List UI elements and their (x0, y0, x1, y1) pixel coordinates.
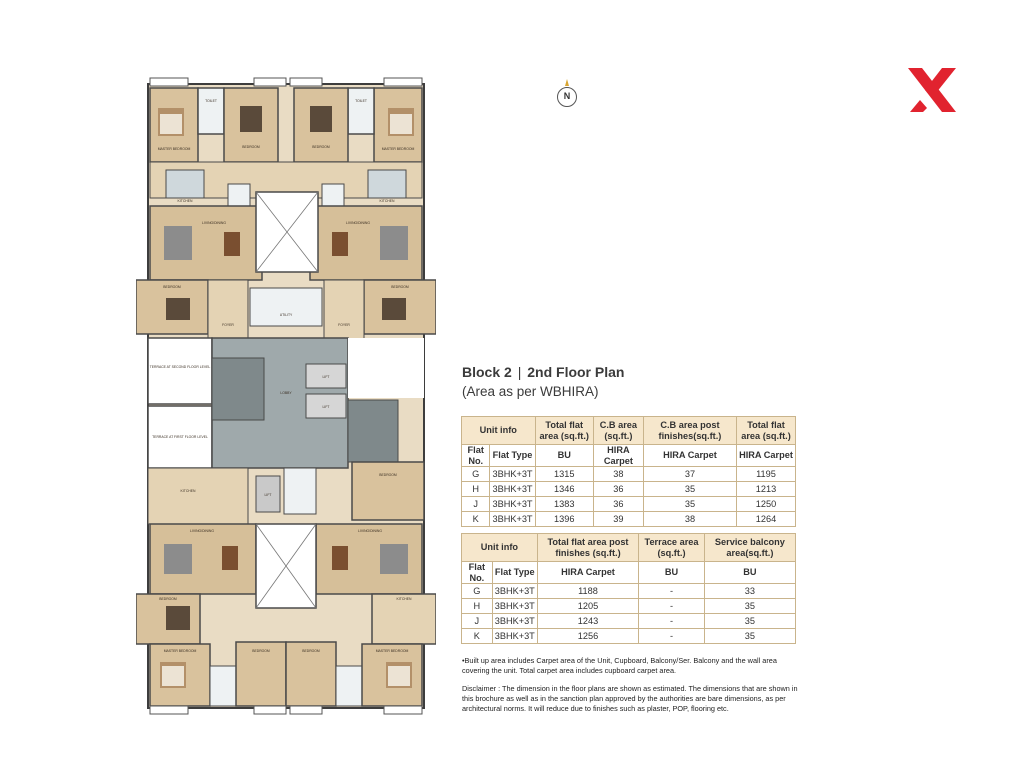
table-row (462, 497, 796, 512)
label-lift: LIFT (322, 375, 330, 379)
table-row (462, 629, 796, 644)
table-cell: 1205 (537, 599, 638, 614)
label-foyer: FOYER (222, 323, 234, 327)
header-cb-area-post: C.B area post finishes(sq.ft.) (643, 417, 736, 445)
label-master-bedroom: MASTER BEDROOM (163, 649, 197, 653)
table-cell: K (462, 629, 493, 644)
label-toilet: TOILET (355, 99, 367, 103)
label-utility: UTILITY (279, 313, 293, 317)
header-terrace-area: Terrace area (sq.ft.) (639, 534, 705, 562)
label-foyer: FOYER (338, 323, 350, 327)
table-cell: - (639, 629, 705, 644)
lower-units (136, 462, 436, 714)
table-cell: 1256 (537, 629, 638, 644)
label-living-dining: LIVING/DINING (358, 529, 382, 533)
table-cell: 3BHK+3T (490, 482, 535, 497)
label-master-bedroom: MASTER BEDROOM (375, 649, 409, 653)
table-header-row (462, 417, 796, 445)
page-title (462, 364, 624, 380)
disclaimer-note: Disclaimer : The dimension in the floor plans are shown as estimated. The dimensions that are shown in this brochure as well as in the sanction plan approved by the authorities are bare dimensions, as per architectural norms. It will reduce due to finishes such as plaster, POP, flooring etc. (462, 684, 798, 713)
notes-section (462, 656, 804, 714)
table-row (462, 467, 796, 482)
core-lobby (148, 338, 424, 468)
table-cell: 39 (593, 512, 643, 527)
subheader-cell: HIRA Carpet (537, 562, 638, 584)
table-cell: 35 (704, 614, 795, 629)
table-row (462, 512, 796, 527)
label-bedroom: BEDROOM (163, 285, 181, 289)
table-cell: 38 (643, 512, 736, 527)
label-bedroom: BEDROOM (252, 649, 270, 653)
subheader-cell: BU (704, 562, 795, 584)
table-cell: 36 (593, 482, 643, 497)
label-kitchen: KITCHEN (396, 597, 412, 601)
area-table-2 (461, 533, 796, 644)
subheader-cell: BU (639, 562, 705, 584)
label-bedroom: BEDROOM (379, 473, 397, 477)
header-total-flat-area: Total flat area (sq.ft.) (737, 417, 796, 445)
label-bedroom: BEDROOM (302, 649, 320, 653)
table-cell: 1243 (537, 614, 638, 629)
table-header-row (462, 534, 796, 562)
label-kitchen: KITCHEN (180, 489, 196, 493)
table-cell: 1396 (535, 512, 593, 527)
builtup-note: •Built up area includes Carpet area of the Unit, Cupboard, Balcony/Ser. Balcony and the wall area covering the unit. Total carpet area includes cupboard carpet area. (462, 656, 777, 675)
subheader-cell: HIRA Carpet (737, 445, 796, 467)
label-bedroom: BEDROOM (242, 145, 260, 149)
subheader-cell: BU (535, 445, 593, 467)
table-cell: 1264 (737, 512, 796, 527)
area-table-1 (461, 416, 796, 527)
table-cell: 35 (643, 497, 736, 512)
label-master-bedroom: MASTER BEDROOM (381, 147, 415, 151)
title-separator: | (517, 364, 522, 380)
table-cell: 3BHK+3T (490, 512, 535, 527)
table-cell: 1188 (537, 584, 638, 599)
x-brand-logo-icon (906, 64, 958, 116)
label-kitchen: KITCHEN (177, 199, 193, 203)
table-cell: 3BHK+3T (492, 599, 537, 614)
label-bedroom: BEDROOM (312, 145, 330, 149)
label-terrace-first: TERRACE AT FIRST FLOOR LEVEL (152, 435, 208, 439)
north-compass-icon (557, 79, 577, 109)
table-cell: 3BHK+3T (490, 467, 535, 482)
label-toilet: TOILET (205, 99, 217, 103)
label-lift: LIFT (322, 405, 330, 409)
subheader-cell: Flat Type (490, 445, 535, 467)
table-cell: 33 (704, 584, 795, 599)
table-row (462, 584, 796, 599)
label-living-dining: LIVING/DINING (202, 221, 226, 225)
label-lift: LIFT (264, 493, 272, 497)
subheader-cell: Flat Type (492, 562, 537, 584)
table-cell: - (639, 584, 705, 599)
label-bedroom: BEDROOM (159, 597, 177, 601)
table-cell: G (462, 467, 490, 482)
page-subtitle: (Area as per WBHIRA) (462, 384, 599, 399)
label-living-dining: LIVING/DINING (190, 529, 214, 533)
label-living-dining: LIVING/DINING (346, 221, 370, 225)
table-cell: - (639, 599, 705, 614)
table-cell: K (462, 512, 490, 527)
table-cell: 1383 (535, 497, 593, 512)
block-name: Block 2 (462, 364, 512, 380)
table-cell: 35 (643, 482, 736, 497)
table-cell: H (462, 482, 490, 497)
header-unit-info: Unit info (462, 417, 536, 445)
table-cell: J (462, 614, 493, 629)
table-cell: 3BHK+3T (492, 614, 537, 629)
subheader-cell: HIRA Carpet (593, 445, 643, 467)
table-cell: 1213 (737, 482, 796, 497)
floor-plan (136, 76, 436, 716)
table-cell: 1315 (535, 467, 593, 482)
compass-letter: N (557, 87, 577, 107)
table-cell: 36 (593, 497, 643, 512)
subheader-cell: Flat No. (462, 445, 490, 467)
label-lobby: LOBBY (280, 391, 292, 395)
subheader-cell: HIRA Carpet (643, 445, 736, 467)
header-total-flat-area-post: Total flat area post finishes (sq.ft.) (537, 534, 638, 562)
header-service-balcony: Service balcony area(sq.ft.) (704, 534, 795, 562)
label-kitchen: KITCHEN (379, 199, 395, 203)
table-cell: 38 (593, 467, 643, 482)
table-cell: 3BHK+3T (490, 497, 535, 512)
table-cell: 3BHK+3T (492, 629, 537, 644)
label-terrace-second: TERRACE AT SECOND FLOOR LEVEL (149, 365, 211, 369)
table-row (462, 599, 796, 614)
floor-plan-name: 2nd Floor Plan (527, 364, 625, 380)
table-cell: 35 (704, 629, 795, 644)
table-cell: 1346 (535, 482, 593, 497)
table-cell: 1195 (737, 467, 796, 482)
label-master-bedroom: MASTER BEDROOM (157, 147, 191, 151)
header-total-flat-area: Total flat area (sq.ft.) (535, 417, 593, 445)
label-bedroom: BEDROOM (391, 285, 409, 289)
table-cell: G (462, 584, 493, 599)
table-subheader-row (462, 562, 796, 584)
header-cb-area: C.B area (sq.ft.) (593, 417, 643, 445)
table-cell: 3BHK+3T (492, 584, 537, 599)
table-subheader-row (462, 445, 796, 467)
table-cell: H (462, 599, 493, 614)
subheader-cell: Flat No. (462, 562, 493, 584)
compass-needle-icon (565, 79, 569, 86)
table-cell: 1250 (737, 497, 796, 512)
table-row (462, 614, 796, 629)
table-cell: 37 (643, 467, 736, 482)
header-unit-info: Unit info (462, 534, 538, 562)
table-cell: J (462, 497, 490, 512)
table-cell: 35 (704, 599, 795, 614)
table-row (462, 482, 796, 497)
table-cell: - (639, 614, 705, 629)
